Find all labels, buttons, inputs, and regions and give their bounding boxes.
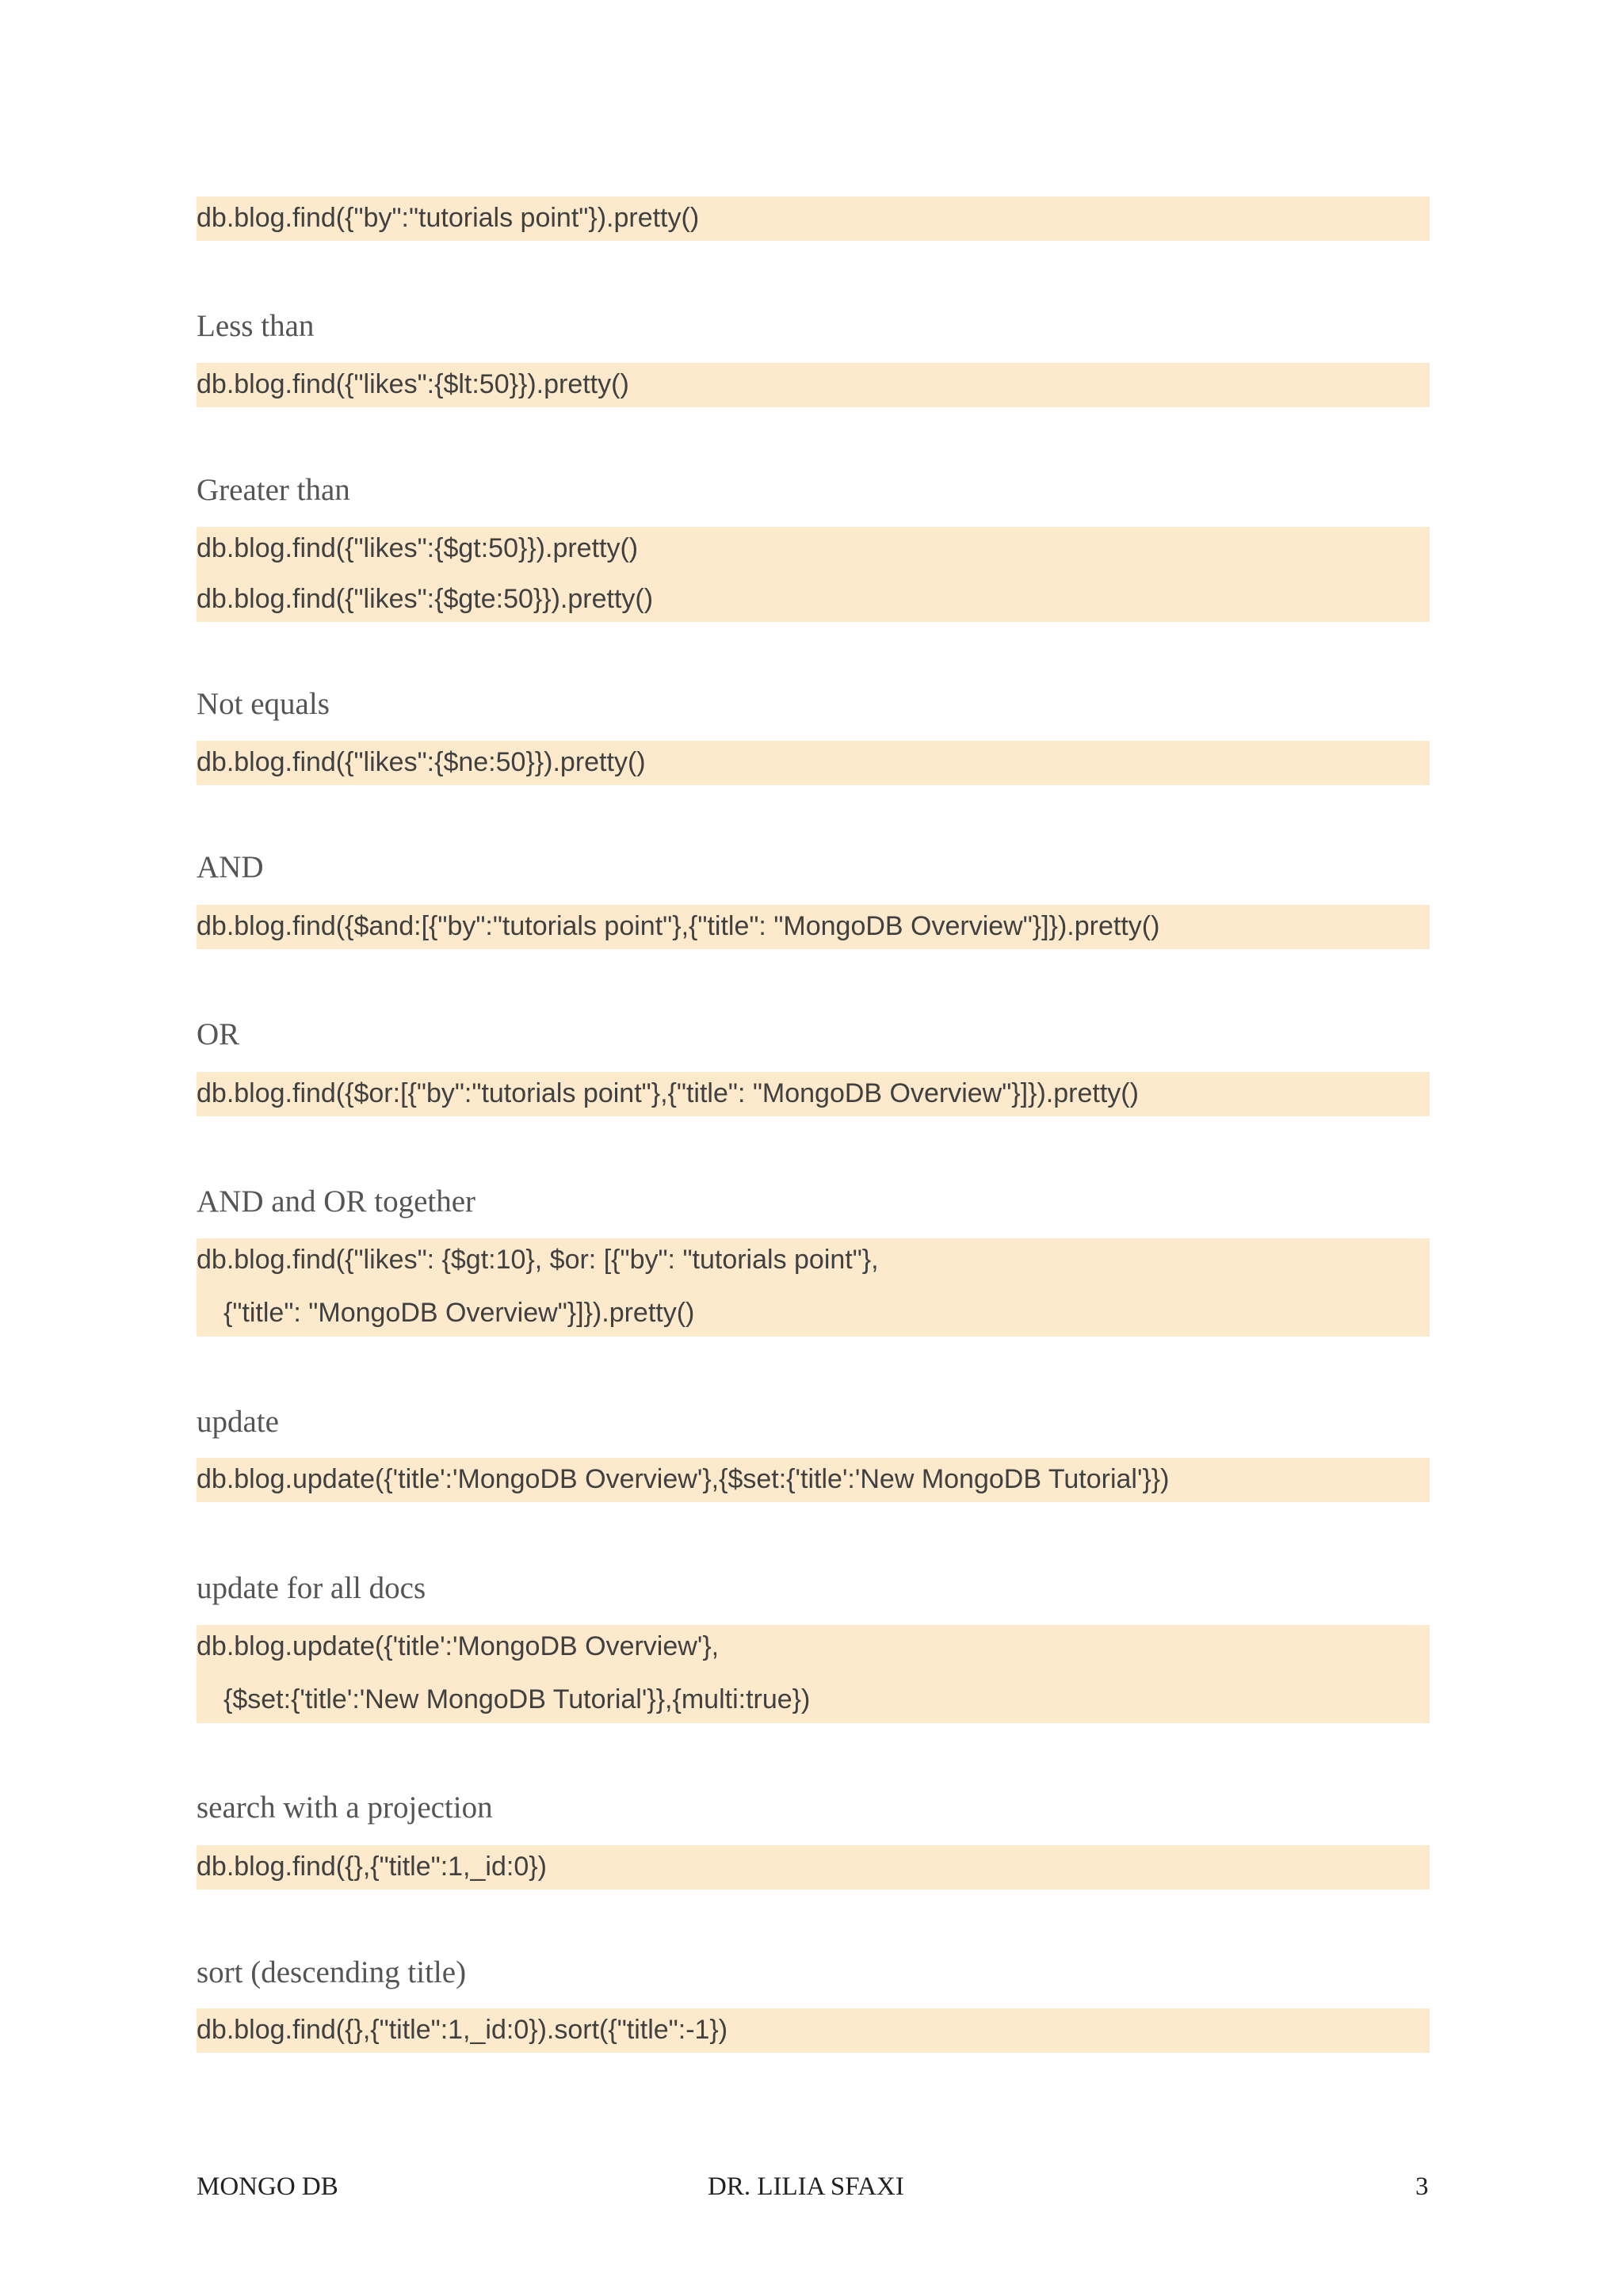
- code-line: db.blog.find({"likes":{$lt:50}}).pretty(): [197, 369, 629, 399]
- code-block-and-or: [197, 1238, 1430, 1337]
- code-block-greater-than: [197, 527, 1430, 622]
- code-block-less-than: [197, 363, 1430, 407]
- code-block-and: [197, 905, 1430, 949]
- section-label-update: update: [197, 1405, 279, 1439]
- code-line: {"title": "MongoDB Overview"}]}).pretty(): [223, 1298, 695, 1328]
- code-line: db.blog.find({$and:[{"by":"tutorials point"},{"title": "MongoDB Overview"}]}).pretty(): [197, 911, 1160, 941]
- code-line: db.blog.find({"likes":{$gte:50}}).pretty(): [197, 584, 654, 614]
- code-block-update: [197, 1458, 1430, 1502]
- section-label-update-all: update for all docs: [197, 1571, 426, 1605]
- code-line: db.blog.find({$or:[{"by":"tutorials point"},{"title": "MongoDB Overview"}]}).pretty(): [197, 1078, 1139, 1108]
- code-line: db.blog.find({"by":"tutorials point"}).pretty(): [197, 203, 700, 233]
- code-block-find-by: [197, 196, 1430, 241]
- code-block-not-equals: [197, 741, 1430, 785]
- section-label-sort: sort (descending title): [197, 1955, 467, 1989]
- code-block-update-all: [197, 1625, 1430, 1723]
- page-number: 3: [1415, 2172, 1429, 2201]
- section-label-and: AND: [197, 850, 264, 884]
- code-block-or: [197, 1072, 1430, 1116]
- section-label-greater-than: Greater than: [197, 473, 350, 507]
- code-line: {$set:{'title':'New MongoDB Tutorial'}},{multi:true}): [223, 1684, 811, 1714]
- code-line: db.blog.find({"likes":{$ne:50}}).pretty(): [197, 747, 646, 777]
- section-label-less-than: Less than: [197, 309, 315, 343]
- code-line: db.blog.update({'title':'MongoDB Overview'},{$set:{'title':'New MongoDB Tutorial'}}): [197, 1464, 1170, 1494]
- footer-center: DR. LILIA SFAXI: [708, 2172, 904, 2201]
- code-line: db.blog.find({},{"title":1,_id:0}): [197, 1852, 547, 1882]
- section-label-and-or: AND and OR together: [197, 1184, 476, 1219]
- code-block-sort: [197, 2008, 1430, 2053]
- code-line: db.blog.find({"likes":{$gt:50}}).pretty(): [197, 533, 639, 563]
- section-label-or: OR: [197, 1017, 240, 1051]
- code-line: db.blog.find({},{"title":1,_id:0}).sort({"title":-1}): [197, 2015, 728, 2045]
- section-label-not-equals: Not equals: [197, 687, 330, 721]
- code-line: db.blog.find({"likes": {$gt:10}, $or: [{"by": "tutorials point"},: [197, 1245, 879, 1275]
- code-block-projection: [197, 1845, 1430, 1890]
- code-line: db.blog.update({'title':'MongoDB Overview'},: [197, 1631, 720, 1661]
- section-label-projection: search with a projection: [197, 1791, 493, 1825]
- footer-left: MONGO DB: [197, 2172, 338, 2201]
